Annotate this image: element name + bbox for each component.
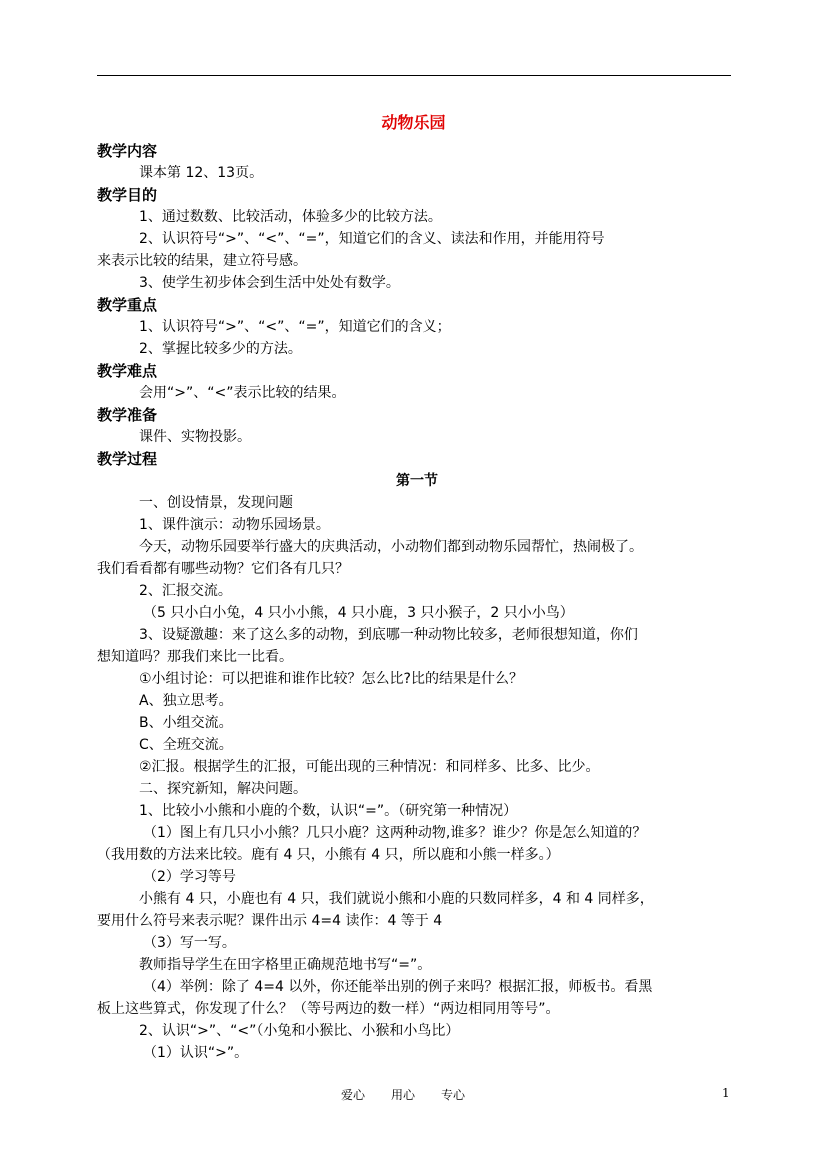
section-heading: 教学难点 <box>97 362 158 380</box>
paragraph-line: 3、设疑激趣：来了这么多的动物，到底哪一种动物比较多，老师很想知道，你们 <box>139 627 638 643</box>
section-heading: 教学内容 <box>97 142 158 160</box>
section-heading: 教学目的 <box>97 186 158 204</box>
header-rule <box>97 75 731 76</box>
document-body <box>97 140 737 1064</box>
paragraph-line: ①小组讨论：可以把谁和谁作比较？怎么比?比的结果是什么？ <box>139 671 523 687</box>
paragraph-line: 课本第 12、13页。 <box>139 165 264 181</box>
paragraph-line: 今天，动物乐园要举行盛大的庆典活动，小动物们都到动物乐园帮忙，热闹极了。 <box>139 539 643 555</box>
footer-motto: 用心 <box>391 1088 416 1102</box>
section-subtitle: 第一节 <box>396 473 438 489</box>
paragraph-line: ②汇报。根据学生的汇报，可能出现的三种情况：和同样多、比多、比少。 <box>139 759 600 775</box>
paragraph-line: 3、使学生初步体会到生活中处处有数学。 <box>139 275 400 291</box>
document-title: 动物乐园 <box>381 113 446 132</box>
paragraph-line: 2、认识符号“>”、“<”、“=”，知道它们的含义、读法和作用，并能用符号 <box>139 231 605 247</box>
paragraph-line: 1、通过数数、比较活动，体验多少的比较方法。 <box>139 209 442 225</box>
section-heading: 教学过程 <box>97 450 158 468</box>
paragraph-line: 2、汇报交流。 <box>139 583 232 599</box>
paragraph-line: 小熊有 4 只，小鹿也有 4 只，我们就说小熊和小鹿的只数同样多，4 和 4 同样多， <box>139 891 654 907</box>
paragraph-line: 1、课件演示：动物乐园场景。 <box>139 517 330 533</box>
page-number: 1 <box>722 1086 730 1100</box>
paragraph-line: 教师指导学生在田字格里正确规范地书写“=”。 <box>139 957 432 973</box>
section-heading: 教学准备 <box>97 406 158 424</box>
paragraph-line: （4）举例：除了 4=4 以外，你还能举出别的例子来吗？根据汇报，师板书。看黑 <box>143 979 653 995</box>
paragraph-continuation: 我们看看都有哪些动物？它们各有几只？ <box>97 561 349 577</box>
paragraph-line: （5 只小白小兔，4 只小小熊，4 只小鹿，3 只小猴子，2 只小小鸟） <box>143 605 574 621</box>
paragraph-line: 课件、实物投影。 <box>139 429 251 445</box>
paragraph-line: 2、掌握比较多少的方法。 <box>139 341 302 357</box>
section-heading: 教学重点 <box>97 296 158 314</box>
paragraph-line: （3）写一写。 <box>143 935 236 951</box>
paragraph-line: 一、创设情景，发现问题 <box>139 495 293 511</box>
paragraph-line: B、小组交流。 <box>139 715 233 731</box>
paragraph-line: A、独立思考。 <box>139 693 233 709</box>
paragraph-continuation: （我用数的方法来比较。鹿有 4 只，小熊有 4 只，所以鹿和小熊一样多。） <box>97 847 560 863</box>
footer-motto: 专心 <box>441 1088 466 1102</box>
paragraph-line: 二、探究新知，解决问题。 <box>139 781 307 797</box>
paragraph-continuation: 想知道吗？那我们来比一比看。 <box>97 649 293 665</box>
paragraph-line: 1、比较小小熊和小鹿的个数，认识“=”。（研究第一种情况） <box>139 803 518 819</box>
paragraph-line: （2）学习等号 <box>143 869 236 885</box>
paragraph-continuation: 板上这些算式，你发现了什么？（等号两边的数一样）“两边相同用等号”。 <box>97 1001 560 1017</box>
paragraph-line: （1）认识“>”。 <box>143 1045 249 1061</box>
paragraph-line: 1、认识符号“>”、“<”、“=”，知道它们的含义； <box>139 319 451 335</box>
paragraph-line: 2、认识“>”、“<”（小兔和小猴比、小猴和小鸟比） <box>139 1023 460 1039</box>
footer-motto: 爱心 <box>341 1088 366 1102</box>
paragraph-line: C、全班交流。 <box>139 737 233 753</box>
paragraph-line: 会用“>”、“<”表示比较的结果。 <box>139 385 346 401</box>
paragraph-continuation: 要用什么符号来表示呢？课件出示 4=4 读作：4 等于 4 <box>97 913 443 929</box>
paragraph-continuation: 来表示比较的结果，建立符号感。 <box>97 253 307 269</box>
footer-mottos <box>341 1086 491 1103</box>
paragraph-line: （1）图上有几只小小熊？几只小鹿？这两种动物,谁多？谁少？你是怎么知道的？ <box>143 825 647 841</box>
